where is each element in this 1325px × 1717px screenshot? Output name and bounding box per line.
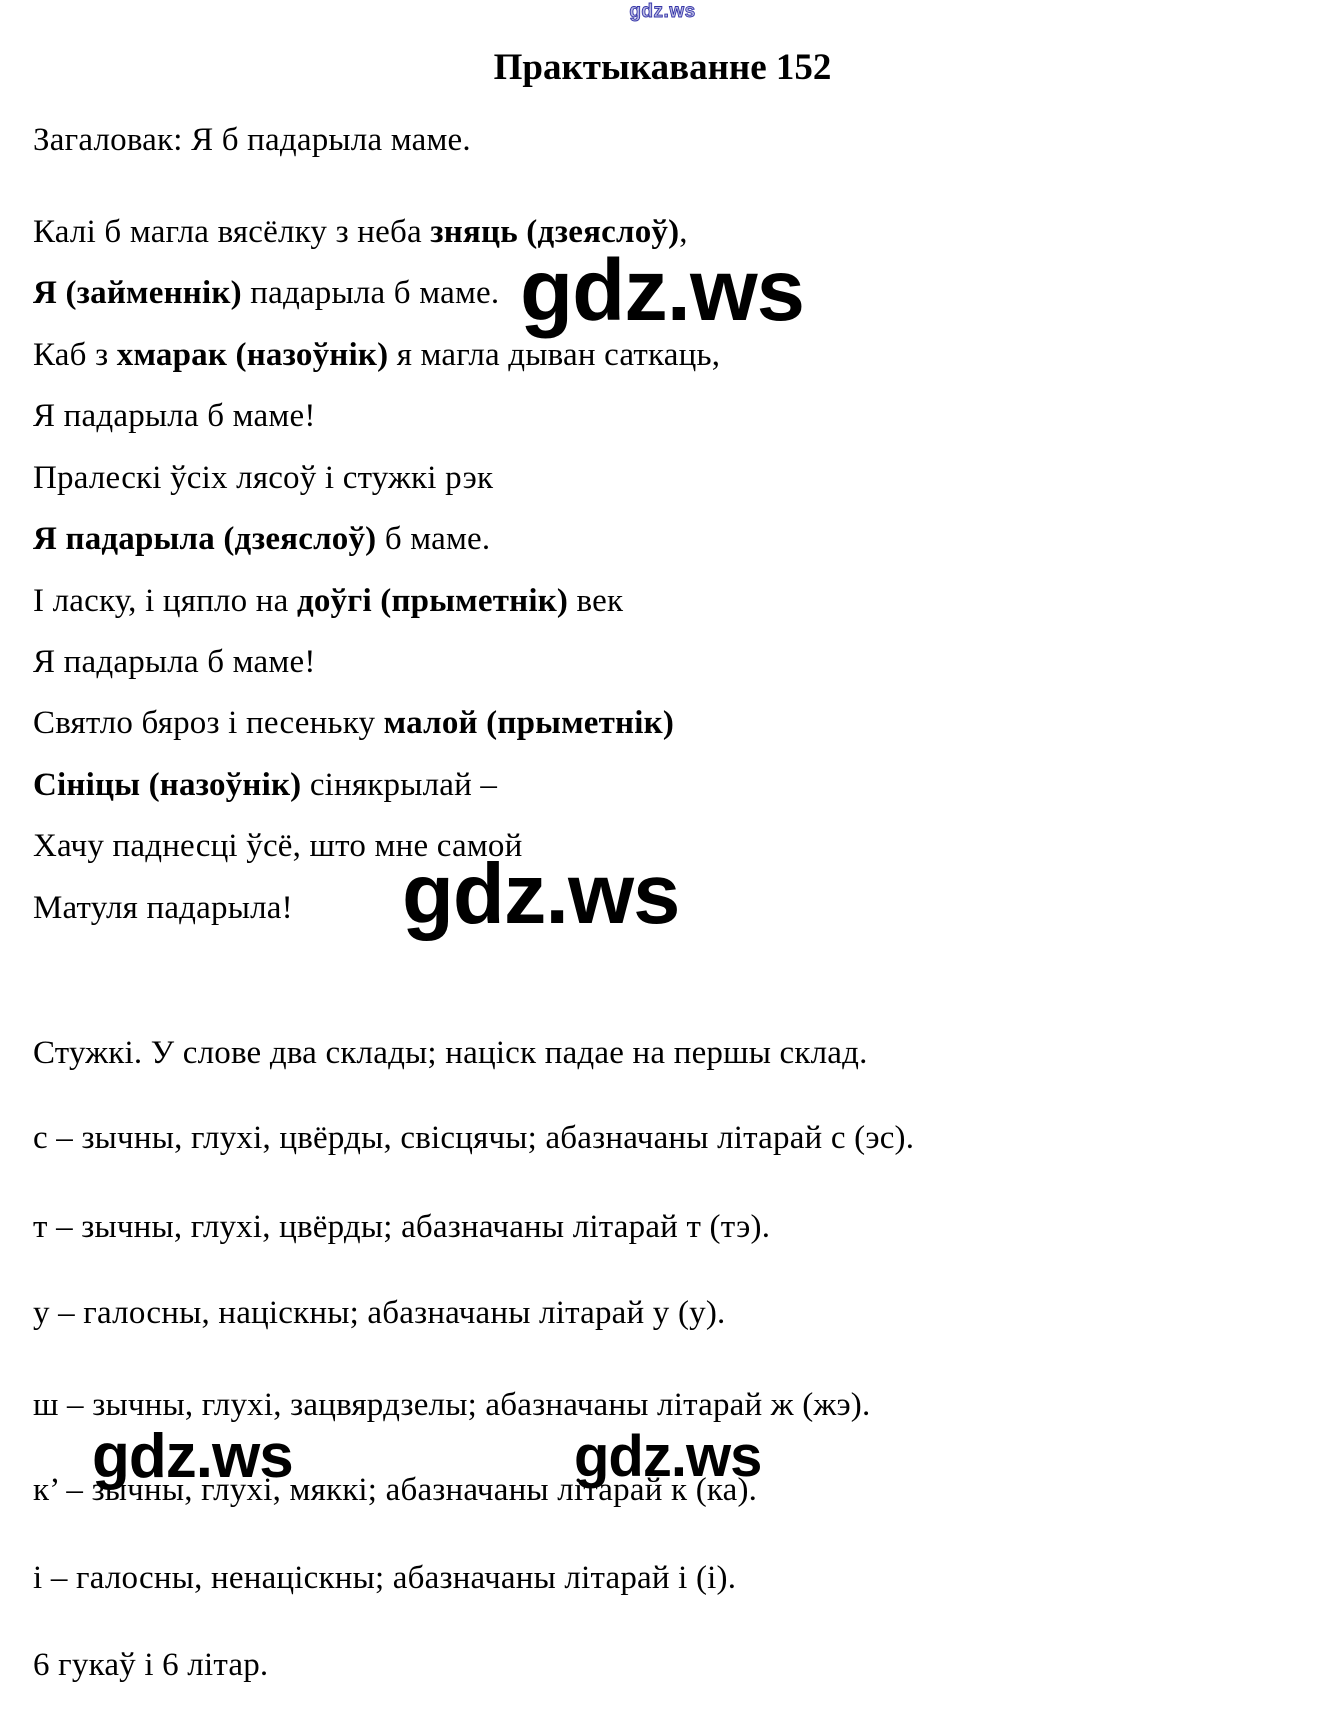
- poem-line-text: І ласку, і цяпло на: [33, 583, 297, 619]
- poem-line: [33, 395, 316, 437]
- poem-line-bold: Я (займеннік): [33, 275, 242, 311]
- analysis-item-line: с – зычны, глухі, цвёрды, свісцячы; абазначаны літарай с (эс).: [33, 1120, 915, 1156]
- poem-line-text: падарыла б маме.: [241, 275, 500, 311]
- analysis-intro-line: Стужкі. У слове два склады; націск падае на першы склад.: [33, 1035, 868, 1071]
- analysis-item-line: і – галосны, ненаціскны; абазначаны літарай і (і).: [33, 1560, 737, 1596]
- poem-line-bold: доўгі (прыметнік): [296, 583, 569, 619]
- analysis-item-line: у – галосны, націскны; абазначаны літарай у (у).: [33, 1295, 726, 1331]
- poem-line-text: Я падарыла б маме!: [33, 644, 316, 680]
- poem-line-text: б маме.: [376, 521, 491, 557]
- subtitle-line: Загаловак: Я б падарыла маме.: [33, 122, 471, 158]
- poem-line-bold: Сініцы (назоўнік): [33, 767, 302, 803]
- watermark-large-3: gdz.ws: [92, 1422, 293, 1491]
- poem-line-text: сінякрылай –: [301, 767, 498, 803]
- analysis-item-line: к’ – зычны, глухі, мяккі; абазначаны літарай к (ка).: [33, 1472, 758, 1508]
- poem-line-text: ,: [679, 214, 688, 250]
- poem-line-text: Калі б магла вясёлку з неба: [33, 214, 431, 250]
- poem-line: [33, 764, 497, 806]
- poem-line-text: Каб з: [33, 337, 117, 373]
- poem-line-bold: малой (прыметнік): [383, 705, 675, 741]
- watermark-large-2: gdz.ws: [402, 847, 680, 942]
- poem-line: [33, 580, 623, 622]
- analysis-item-line: ш – зычны, глухі, зацвярдзелы; абазначаны літарай ж (жэ).: [33, 1387, 871, 1423]
- poem-line: [33, 641, 316, 683]
- poem-line-text: Пралескі ўсіх лясоў і стужкі рэк: [33, 460, 494, 496]
- poem-line-text: Я падарыла б маме!: [33, 398, 316, 434]
- poem-line-bold: хмарак (назоўнік): [116, 337, 389, 373]
- watermark-small-top: gdz.ws: [629, 1, 696, 22]
- poem-line: [33, 334, 720, 376]
- poem-line-bold: зняць (дзеяслоў): [430, 214, 680, 250]
- poem-line: [33, 887, 293, 929]
- watermark-large-1: gdz.ws: [520, 242, 805, 339]
- poem-line-text: Хачу паднесці ўсё, што мне самой: [33, 828, 523, 864]
- poem-line: [33, 518, 490, 560]
- analysis-item-line: т – зычны, глухі, цвёрды; абазначаны літарай т (тэ).: [33, 1209, 771, 1245]
- poem-line-bold: Я падарыла (дзеяслоў): [33, 521, 377, 557]
- poem-line: [33, 272, 499, 314]
- poem-line-text: век: [568, 583, 624, 619]
- analysis-summary-line: 6 гукаў і 6 літар.: [33, 1647, 269, 1683]
- page-title: Практыкаванне 152: [493, 47, 832, 88]
- poem-line-text: Матуля падарыла!: [33, 890, 293, 926]
- poem-line: [33, 457, 493, 499]
- poem-line: [33, 702, 674, 744]
- poem-line-text: Святло бяроз і песеньку: [33, 705, 384, 741]
- watermark-large-4: gdz.ws: [574, 1424, 762, 1489]
- poem-line-text: я магла дыван саткаць,: [388, 337, 721, 373]
